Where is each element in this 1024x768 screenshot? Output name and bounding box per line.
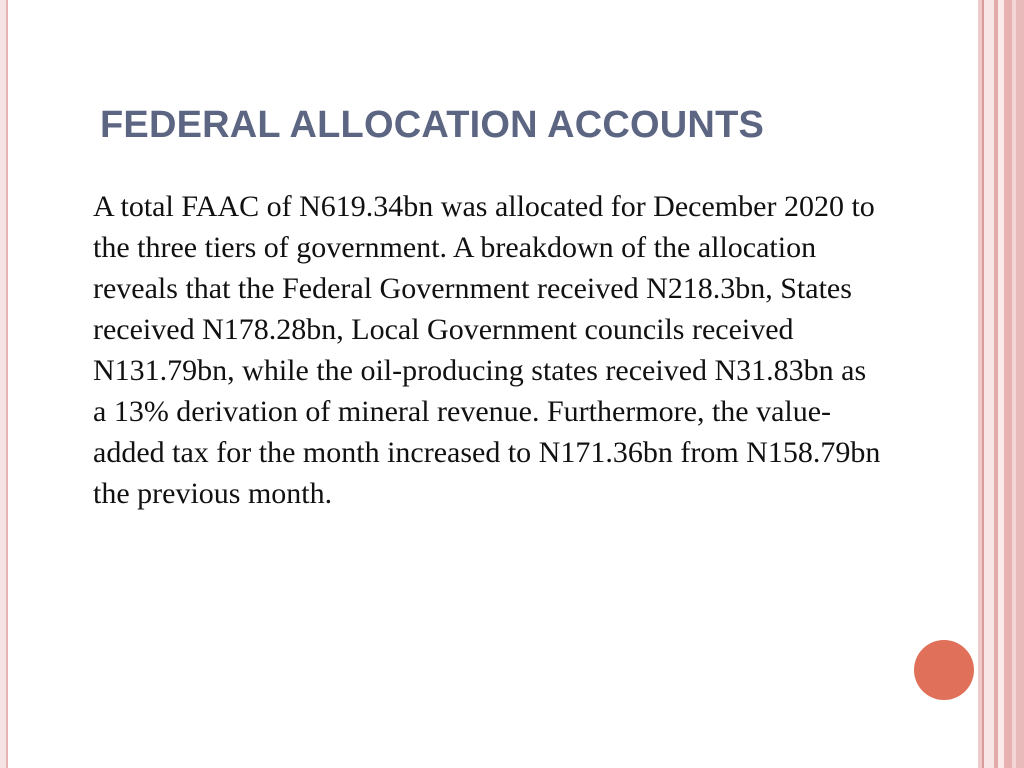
right-stripe-decoration xyxy=(978,0,1024,768)
slide-title: FEDERAL ALLOCATION ACCOUNTS xyxy=(100,104,765,146)
slide-body-text: A total FAAC of N619.34bn was allocated for December 2020 to the three tiers of government. A breakdown of the allocation reveals that the Federal Government received N218.3bn, States received N178.28bn, Local Government councils received N131.79bn, while the oil-producing states received N31.83bn as a 13% derivation of mineral revenue. Furthermore, the value-added tax for the month increased to N171.36bn from N158.79bn the previous month. xyxy=(93,190,881,510)
accent-circle-decoration xyxy=(914,640,974,700)
left-border-decoration xyxy=(0,0,8,768)
stripe xyxy=(1004,0,1012,768)
stripe xyxy=(1016,0,1024,768)
stripe xyxy=(984,0,994,768)
